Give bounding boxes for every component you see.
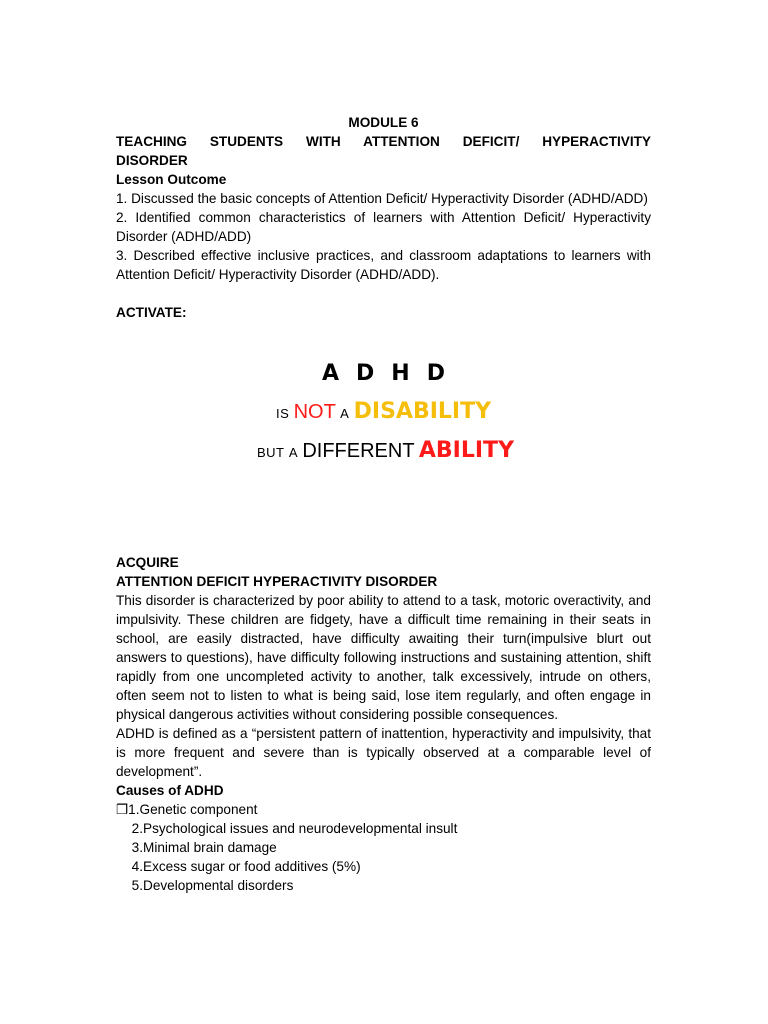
acquire-paragraph-2: ADHD is defined as a “persistent pattern of inattention, hyperactivity and impulsivity, that is more frequent and severe than is typically observed at a comparable level of development”.: [116, 726, 651, 779]
causes-heading: Causes of ADHD: [116, 783, 224, 798]
list-item: [116, 838, 651, 857]
poster-line-1: [116, 393, 651, 433]
list-item: [116, 800, 651, 819]
poster-word-not: NOT: [293, 401, 336, 423]
poster-word-a: A: [288, 445, 298, 460]
activate-heading: ACTIVATE:: [116, 305, 187, 320]
lesson-outcome-item-1: 1. Discussed the basic concepts of Attention Deficit/ Hyperactivity Disorder (ADHD/ADD): [116, 191, 648, 206]
list-item-number: ❒1.: [116, 802, 140, 817]
document-page: [116, 113, 651, 895]
acquire-paragraph-1: This disorder is characterized by poor ability to attend to a task, motoric overactivity, and impulsivity. These children are fidgety, have a difficult time remaining in their seats in school, are easily distracted, have difficulty awaiting their turn(impulsive blurt out answers to questions), have difficulty following instructions and sustaining attention, shift rapidly from one uncompleted activity to another, talk excessively, intrude on others, often seem not to listen to what is being said, lose item regularly, and often engage in physical dangerous activities without considering possible consequences.: [116, 593, 651, 722]
list-item-number: 5.: [131, 878, 143, 893]
poster-title: ADHD: [322, 361, 462, 386]
list-item-text: Genetic component: [139, 802, 258, 817]
lesson-outcome-item-2: 2. Identified common characteristics of learners with Attention Deficit/ Hyperactivity Disorder (ADHD/ADD): [116, 210, 651, 244]
list-item-text: Developmental disorders: [143, 878, 294, 893]
poster-word-but: BUT: [257, 445, 285, 460]
module-heading-line2: DISORDER: [116, 153, 188, 168]
lesson-outcome-heading: Lesson Outcome: [116, 172, 227, 187]
poster-word-is: IS: [275, 406, 290, 421]
list-item: [116, 857, 651, 876]
poster-word-ability: ABILITY: [418, 438, 514, 463]
list-item-number: 4.: [131, 859, 143, 874]
list-item-text: Excess sugar or food additives (5%): [143, 859, 361, 874]
module-heading-line1: TEACHING STUDENTS WITH ATTENTION DEFICIT/ HYPERACTIVITY: [116, 134, 651, 149]
list-item-number: 3.: [131, 840, 143, 855]
spacer: [116, 284, 651, 303]
acquire-heading: ACQUIRE: [116, 555, 179, 570]
poster-word-a: A: [340, 406, 350, 421]
poster-word-disability: DISABILITY: [353, 399, 492, 424]
list-item-text: Minimal brain damage: [143, 840, 277, 855]
poster-line-2: [120, 433, 651, 471]
causes-list: [116, 800, 651, 895]
module-title: MODULE 6: [348, 115, 419, 130]
list-item: [116, 819, 651, 838]
list-item-number: 2.: [131, 821, 143, 836]
list-item-text: Psychological issues and neurodevelopmental insult: [143, 821, 458, 836]
poster-word-different: DIFFERENT: [302, 440, 415, 462]
adhd-poster: [116, 359, 651, 471]
list-item: [116, 876, 651, 895]
lesson-outcome-item-3: 3. Described effective inclusive practices, and classroom adaptations to learners with Attention Deficit/ Hyperactivity Disorder (ADHD/ADD).: [116, 248, 651, 282]
acquire-subheading: ATTENTION DEFICIT HYPERACTIVITY DISORDER: [116, 574, 438, 589]
